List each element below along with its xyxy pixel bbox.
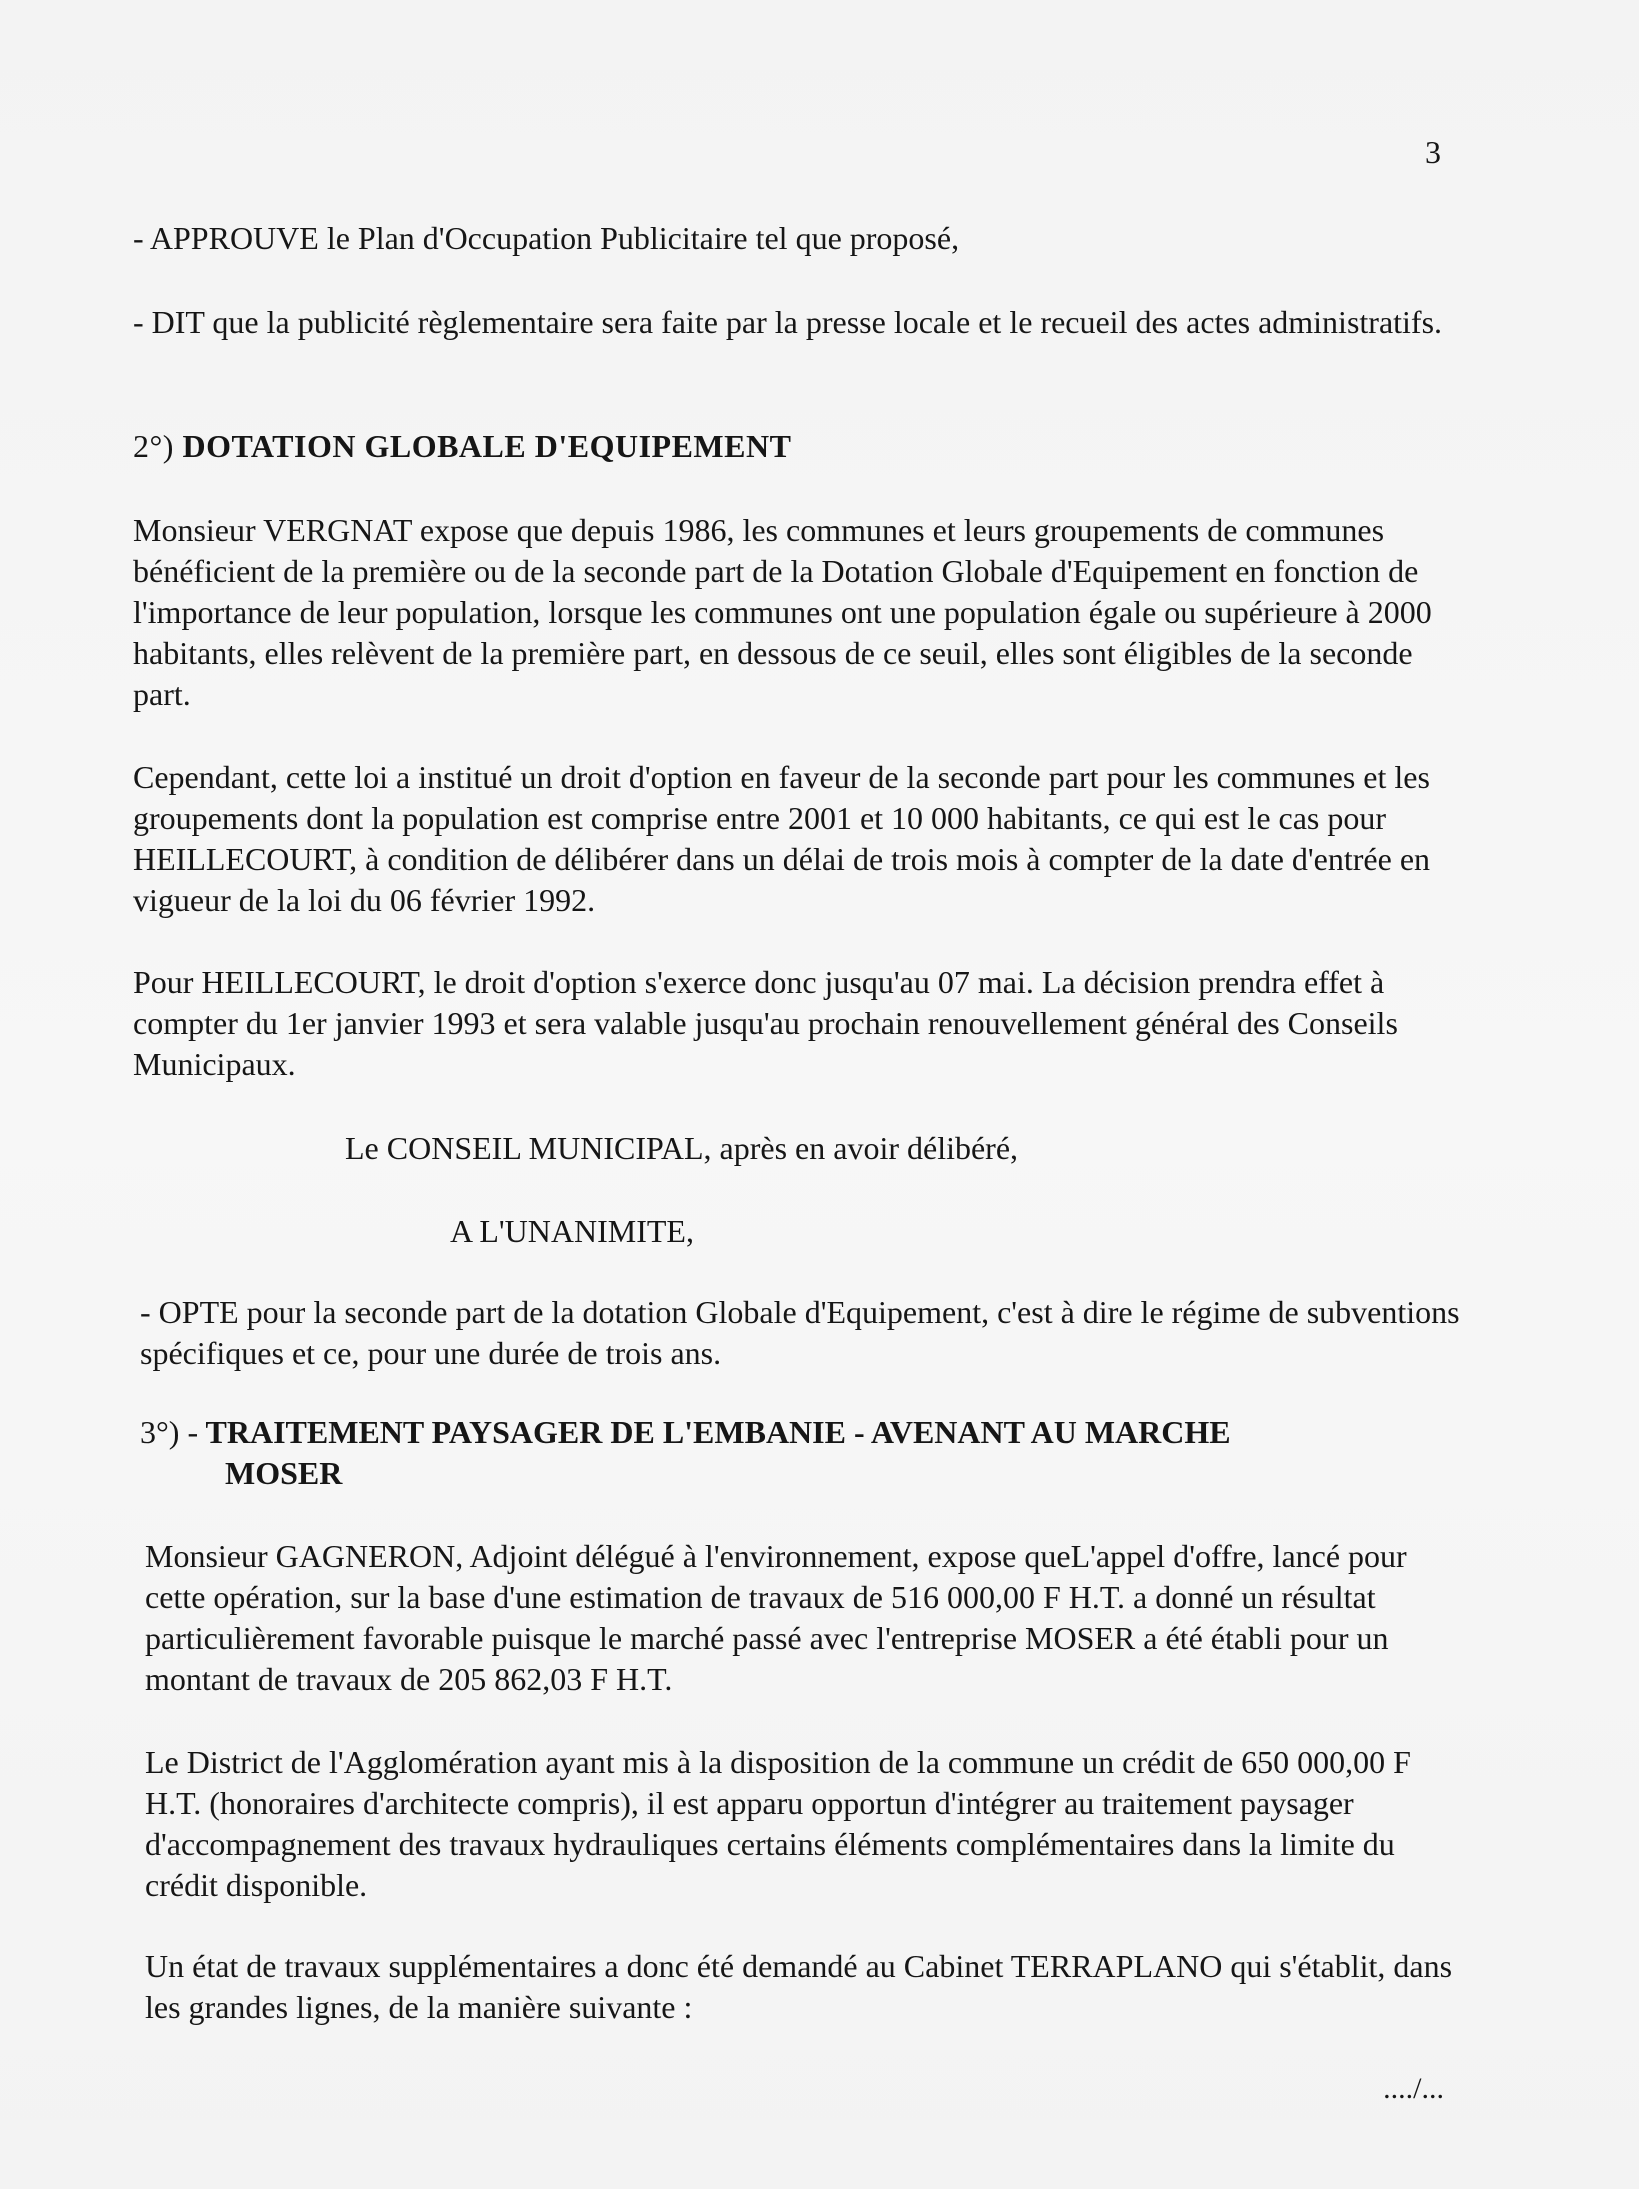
- section-2-paragraph-3: Pour HEILLECOURT, le droit d'option s'exerce donc jusqu'au 07 mai. La décision prendra effet à compter du 1er janvier 1993 et sera valable jusqu'au prochain renouvellement général des Conseils Municipaux.: [133, 964, 1398, 1082]
- section-2-paragraph-1: Monsieur VERGNAT expose que depuis 1986, les communes et leurs groupements de communes bénéficient de la première ou de la seconde part de la Dotation Globale d'Equipement en fonction de l'importance de leur population, lorsque les communes ont une population égale ou supérieure à 2000 habitants, elles relèvent de la première part, en dessous de ce seuil, elles sont éligibles de la seconde part.: [133, 512, 1432, 712]
- paragraph-opte: - OPTE pour la seconde part de la dotation Globale d'Equipement, c'est à dire le régime de subventions spécifiques et ce, pour une durée de trois ans.: [140, 1294, 1460, 1371]
- section-2-paragraph-2: Cependant, cette loi a institué un droit d'option en faveur de la seconde part pour les communes et les groupements dont la population est comprise entre 2001 et 10 000 habitants, ce qui est le cas pour HEILLECOURT, à condition de délibérer dans un délai de trois mois à compter de la date d'entrée en vigueur de la loi du 06 février 1992.: [133, 759, 1431, 918]
- section-3-number: 3°) -: [140, 1414, 199, 1450]
- section-3-title-line-1: TRAITEMENT PAYSAGER DE L'EMBANIE - AVENANT AU MARCHE: [205, 1414, 1231, 1450]
- section-3-title-line-2: MOSER: [225, 1455, 343, 1491]
- paragraph-dit: - DIT que la publicité règlementaire sera faite par la presse locale et le recueil des actes administratifs.: [133, 304, 1443, 340]
- section-3-paragraph-3: Un état de travaux supplémentaires a donc été demandé au Cabinet TERRAPLANO qui s'établit, dans les grandes lignes, de la manière suivante :: [145, 1948, 1453, 2025]
- section-2-number: 2°): [133, 428, 174, 464]
- continuation-mark: ..../...: [1383, 2072, 1444, 2105]
- section-3-heading: [140, 1412, 1440, 1494]
- section-3-paragraph-2: Le District de l'Agglomération ayant mis à la disposition de la commune un crédit de 650 000,00 F H.T. (honoraires d'architecte compris), il est apparu opportun d'intégrer au traitement paysager d'accompagnement des travaux hydrauliques certains éléments complémentaires dans la limite du crédit disponible.: [145, 1744, 1411, 1903]
- unanimite-line: A L'UNANIMITE,: [450, 1213, 694, 1249]
- conseil-line: Le CONSEIL MUNICIPAL, après en avoir délibéré,: [345, 1130, 1019, 1166]
- paragraph-approuve: - APPROUVE le Plan d'Occupation Publicitaire tel que proposé,: [133, 220, 960, 256]
- section-3-paragraph-1: Monsieur GAGNERON, Adjoint délégué à l'environnement, expose queL'appel d'offre, lancé pour cette opération, sur la base d'une estimation de travaux de 516 000,00 F H.T. a donné un résultat particulièrement favorable puisque le marché passé avec l'entreprise MOSER a été établi pour un montant de travaux de 205 862,03 F H.T.: [145, 1538, 1407, 1697]
- section-2-heading: [133, 426, 1463, 467]
- section-2-title: DOTATION GLOBALE D'EQUIPEMENT: [182, 428, 792, 464]
- page-number: 3: [1425, 134, 1441, 170]
